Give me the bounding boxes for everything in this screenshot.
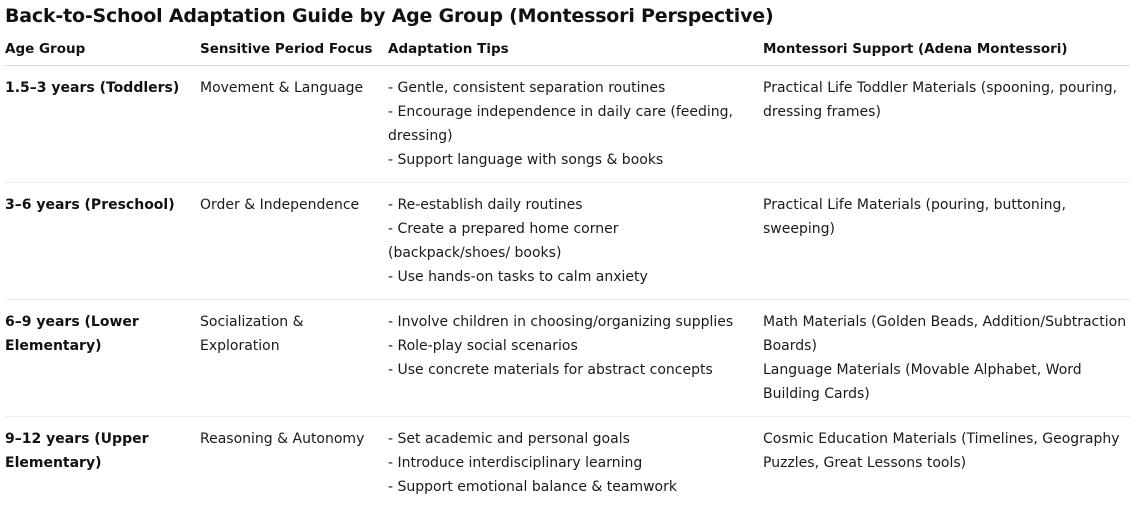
age-group-cell: 6–9 years (Lower Elementary) [5, 300, 200, 417]
tips-cell [388, 183, 763, 300]
support-item: Cosmic Education Materials (Timelines, Geography Puzzles, Great Lessons tools) [763, 431, 1120, 471]
header-age-group: Age Group [5, 41, 200, 66]
age-group-cell: 9–12 years (Upper Elementary) [5, 431, 149, 471]
age-group-cell: 3–6 years (Preschool) [5, 183, 200, 300]
tip-item: - Gentle, consistent separation routines [388, 80, 666, 96]
tip-item: - Create a prepared home corner (backpack/shoes/ books) [388, 221, 619, 261]
table-row [5, 417, 1130, 500]
tip-item: - Re-establish daily routines [388, 197, 583, 213]
tip-item: - Support emotional balance & teamwork [388, 479, 677, 495]
tip-item: - Support language with songs & books [388, 152, 664, 168]
support-item: Math Materials (Golden Beads, Addition/Subtraction Boards) [763, 314, 1127, 354]
support-cell [763, 417, 1130, 500]
support-cell [763, 300, 1130, 417]
header-adaptation-tips: Adaptation Tips [388, 41, 763, 66]
tip-item: - Involve children in choosing/organizing supplies [388, 314, 734, 330]
tip-item: - Set academic and personal goals [388, 431, 630, 447]
adaptation-guide-table [5, 41, 1130, 499]
page-title: Back-to-School Adaptation Guide by Age Group (Montessori Perspective) [5, 5, 774, 27]
tip-item: - Use hands-on tasks to calm anxiety [388, 269, 648, 285]
header-montessori-support: Montessori Support (Adena Montessori) [763, 41, 1130, 66]
focus-cell: Movement & Language [200, 66, 388, 183]
tip-item: - Use concrete materials for abstract concepts [388, 362, 713, 378]
focus-cell: Reasoning & Autonomy [200, 431, 365, 447]
tip-item: - Encourage independence in daily care (feeding, dressing) [388, 104, 733, 144]
support-item: Practical Life Toddler Materials (spooning, pouring, dressing frames) [763, 80, 1118, 120]
tips-cell [388, 300, 763, 417]
support-item: Language Materials (Movable Alphabet, Word Building Cards) [763, 362, 1082, 402]
focus-cell: Socialization & Exploration [200, 300, 388, 417]
table-row [5, 183, 1130, 300]
tips-cell [388, 417, 763, 500]
tips-cell [388, 66, 763, 183]
age-group-cell: 1.5–3 years (Toddlers) [5, 66, 200, 183]
table-row [5, 300, 1130, 417]
header-sensitive-period-focus: Sensitive Period Focus [200, 41, 388, 66]
tip-item: - Introduce interdisciplinary learning [388, 455, 643, 471]
support-cell [763, 183, 1130, 300]
tip-item: - Role-play social scenarios [388, 338, 578, 354]
focus-cell: Order & Independence [200, 183, 388, 300]
support-item: Practical Life Materials (pouring, buttoning, sweeping) [763, 197, 1066, 237]
table-header-row [5, 41, 1130, 66]
table-row [5, 66, 1130, 183]
support-cell [763, 66, 1130, 183]
